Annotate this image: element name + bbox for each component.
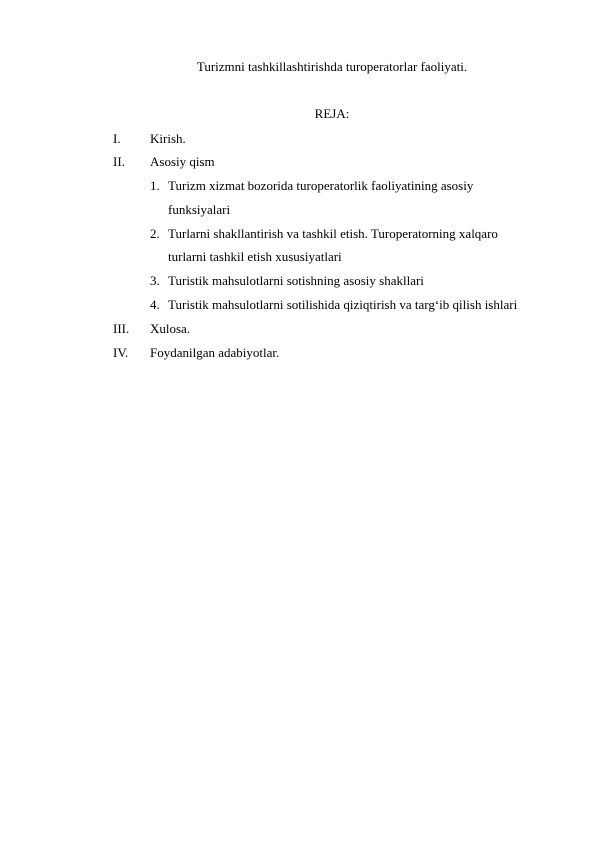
subsection-number: 3. [150, 273, 160, 288]
subsection-text: Turlarni shakllantirish va tashkil etish. Turoperatorning xalqaro [168, 226, 498, 241]
subsection-number: 4. [150, 297, 160, 312]
section-numeral: II. [113, 154, 125, 169]
subsection-text: turlarni tashkil etish xususiyatlari [168, 249, 342, 264]
section-numeral: IV. [113, 345, 129, 360]
section-text: Asosiy qism [150, 154, 215, 169]
subsection-number: 2. [150, 226, 160, 241]
subsection-text: funksiyalari [168, 202, 231, 217]
document-title: Turizmni tashkillashtirishda turoperatorlar faoliyati. [196, 59, 468, 74]
subsection-text: Turistik mahsulotlarni sotishning asosiy shakllari [168, 273, 424, 288]
plan-heading: REJA: [314, 106, 350, 121]
subsection-number: 1. [150, 178, 160, 193]
section-text: Xulosa. [150, 321, 191, 336]
subsection-text: Turistik mahsulotlarni sotilishida qiziqtirish va targ‘ib qilish ishlari [168, 297, 518, 312]
section-numeral: I. [113, 131, 121, 146]
section-text: Foydanilgan adabiyotlar. [150, 345, 280, 360]
section-text: Kirish. [150, 131, 186, 146]
section-numeral: III. [113, 321, 130, 336]
subsection-text: Turizm xizmat bozorida turoperatorlik faoliyatining asosiy [168, 178, 474, 193]
